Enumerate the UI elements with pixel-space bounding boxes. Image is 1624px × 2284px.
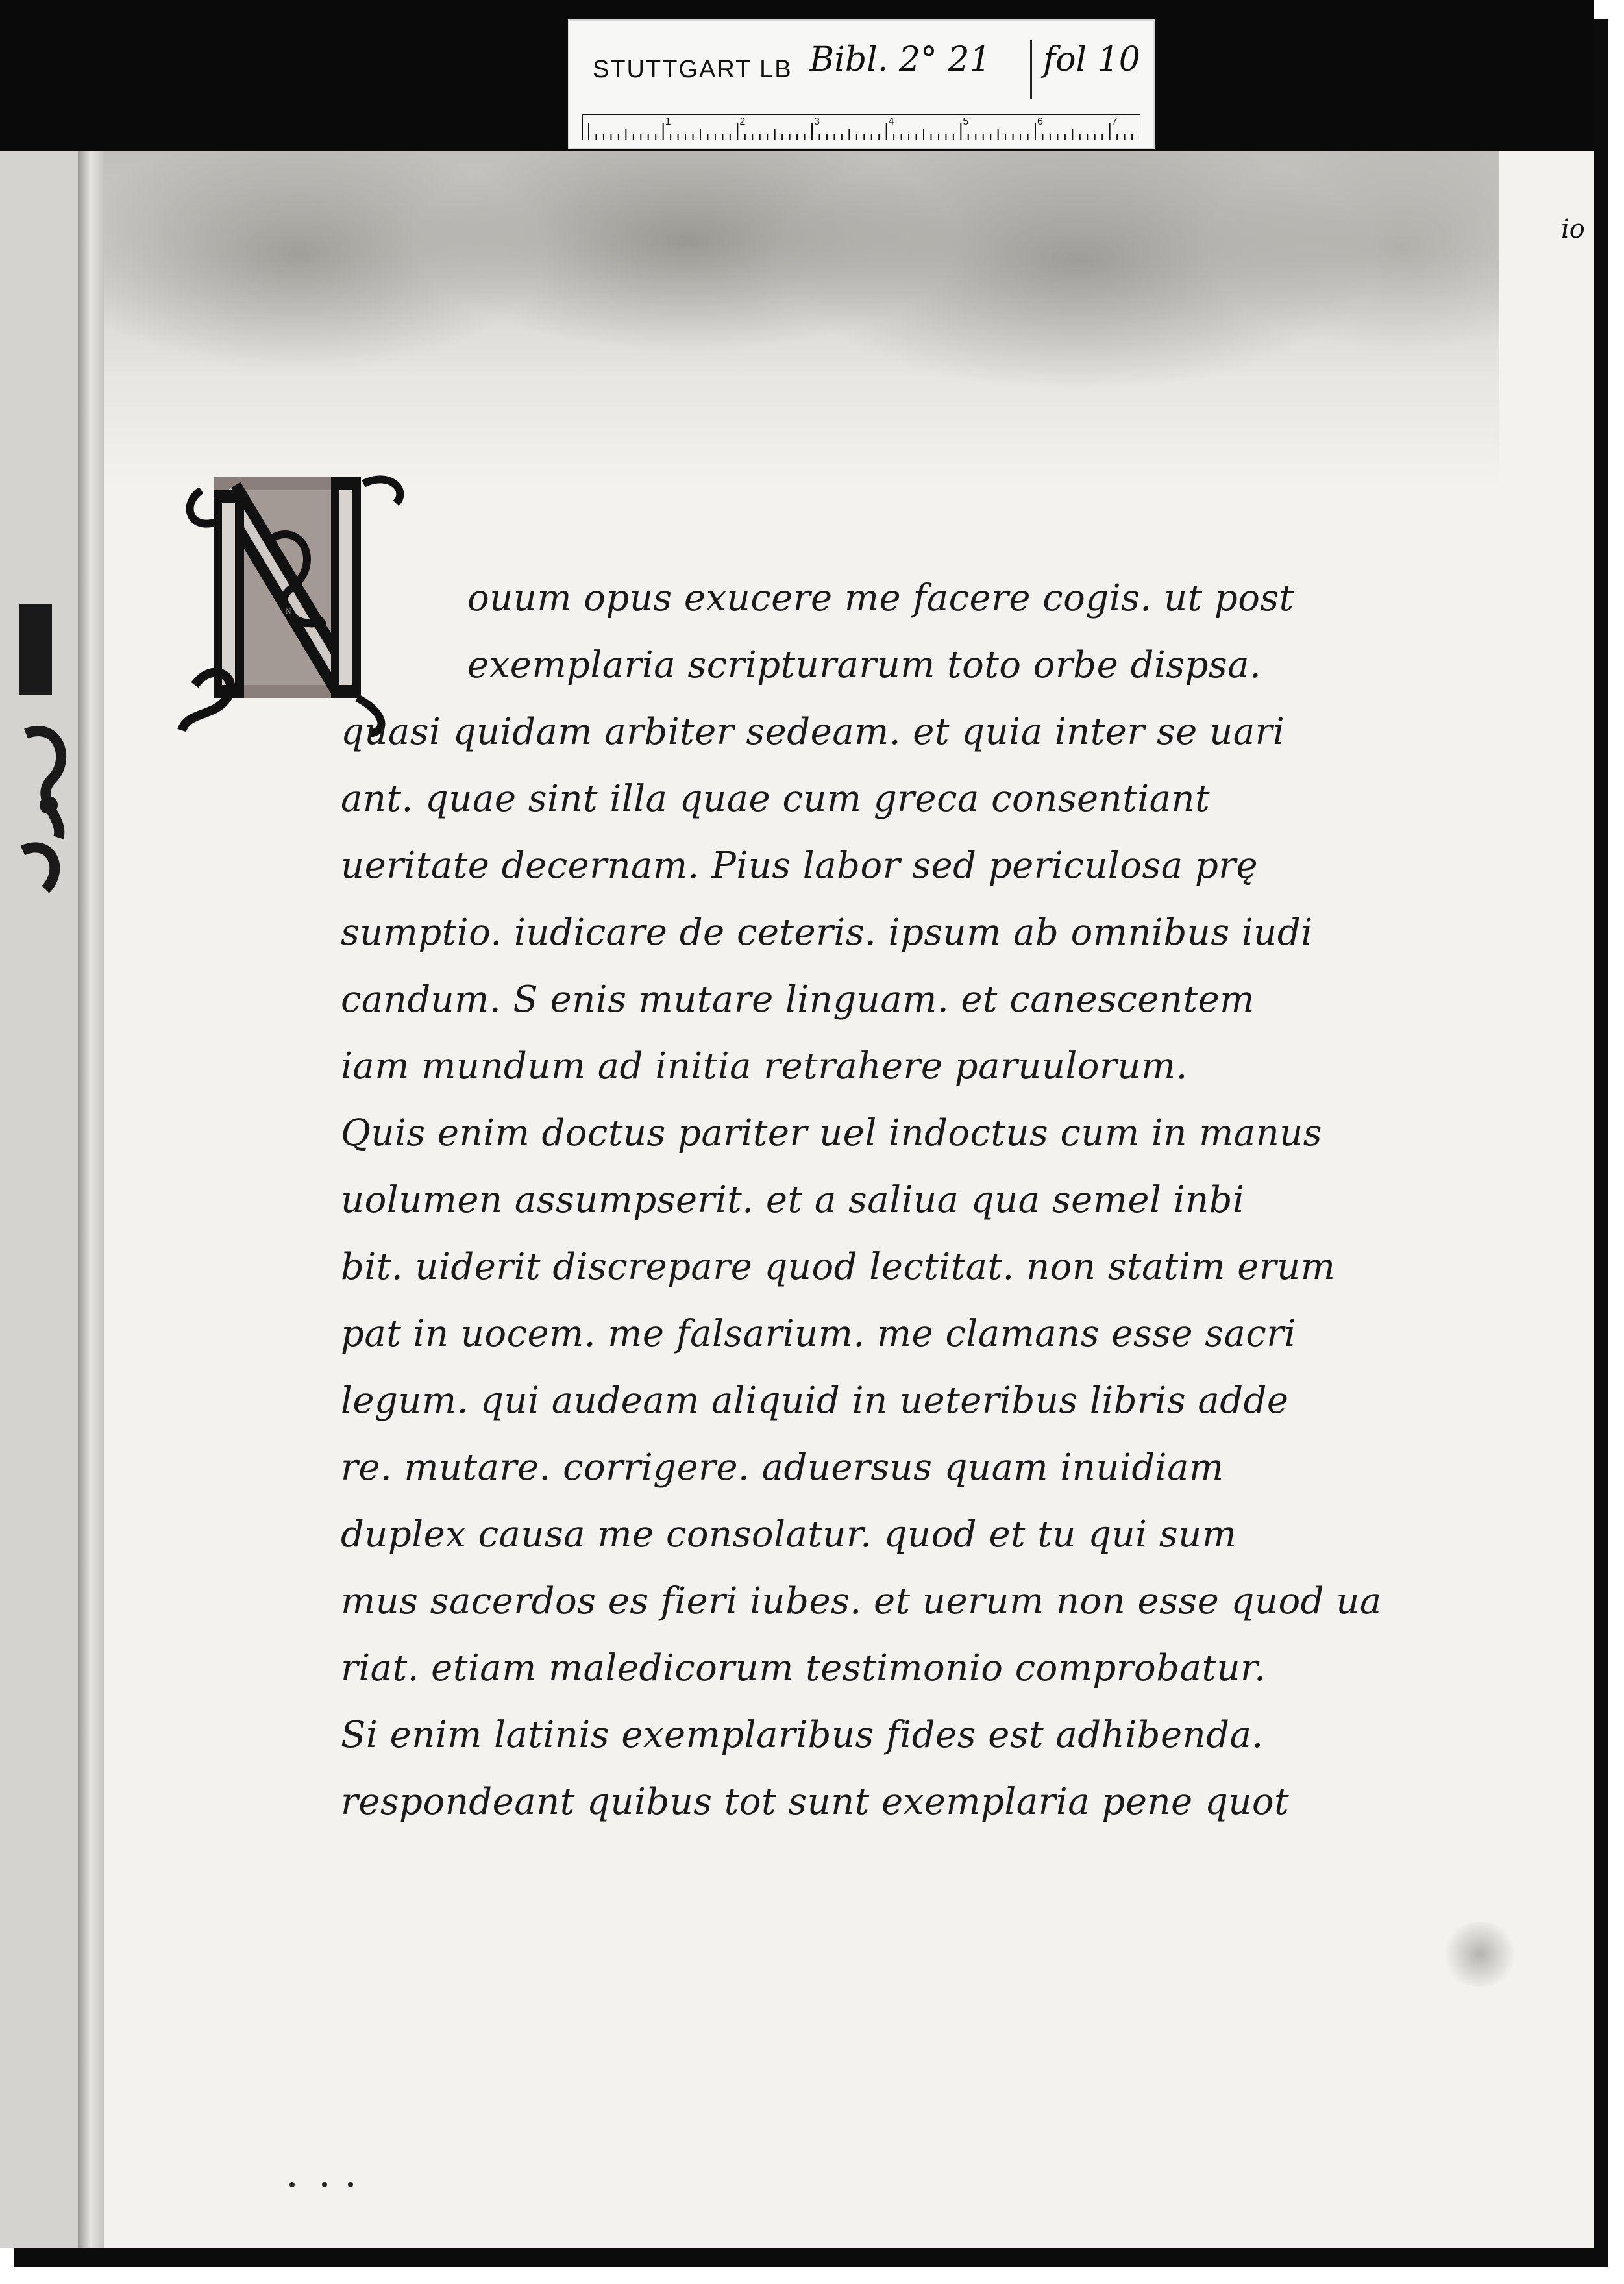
text-line: mus sacerdos es fieri iubes. et uerum non esse quod ua [341,1580,1382,1622]
text-line: iam mundum ad initia retrahere paruulorum. [341,1045,1188,1087]
text-line: respondeant quibus tot sunt exemplaria pene quot [341,1781,1290,1823]
text-line: bit. uiderit discrepare quod lectitat. non statim erum [341,1246,1336,1288]
text-line: uolumen assumpserit. et a saliua qua semel inbi [341,1179,1245,1221]
archive-label-separator [1030,40,1032,99]
archive-label-printed: STUTTGART LB [593,56,793,83]
text-line: quasi quidam arbiter sedeam. et quia inter se uari [341,711,1285,753]
text-line: sumptio. iudicare de ceteris. ipsum ab omnibus iudi [341,912,1313,954]
initial-letter-text: N [286,608,291,615]
ruler-number: 2 [739,116,746,127]
text-line: pat in uocem. me falsarium. me clamans esse sacri [341,1313,1296,1355]
text-line: duplex causa me consolatur. quod et tu qui sum [341,1513,1237,1556]
text-line: exemplaria scripturarum toto orbe dispsa. [467,644,1262,686]
text-line: ouum opus exucere me facere cogis. ut post [467,577,1294,619]
text-line: ueritate decernam. Pius labor sed periculosa prę [341,845,1259,887]
folio-number: io [1561,214,1585,244]
facing-page-initial-fragment [13,591,84,902]
ruler-number: 4 [888,116,894,127]
ruler-number: 3 [814,116,820,127]
ruler-number: 6 [1037,116,1043,127]
ruler-number: 1 [665,116,671,127]
book-gutter [78,151,104,2248]
measuring-ruler [582,114,1140,140]
text-line: candum. S enis mutare linguam. et canescentem [341,978,1255,1021]
archive-label-folio: fol 10 [1043,40,1140,79]
text-line: Quis enim doctus pariter uel indoctus cum in manus [341,1112,1323,1154]
text-line: Si enim latinis exemplaribus fides est adhibenda. [341,1714,1264,1756]
text-line: legum. qui audeam aliquid in ueteribus libris adde [341,1380,1289,1422]
facing-page-strip [0,151,91,2248]
manuscript-text-block [341,565,1382,1835]
text-line: re. mutare. corrigere. aduersus quam inuidiam [341,1446,1224,1489]
page-spot [1441,1922,1519,1987]
ruler-number: 7 [1111,116,1118,127]
water-stain [104,151,1499,488]
margin-dots [286,2178,363,2191]
archive-label-card [568,19,1155,149]
ruler-number: 5 [963,116,969,127]
text-line: ant. quae sint illa quae cum greca consentiant [341,778,1211,820]
text-line: riat. etiam maledicorum testimonio comprobatur. [341,1647,1266,1689]
archive-label-shelfmark: Bibl. 2° 21 [809,40,991,79]
